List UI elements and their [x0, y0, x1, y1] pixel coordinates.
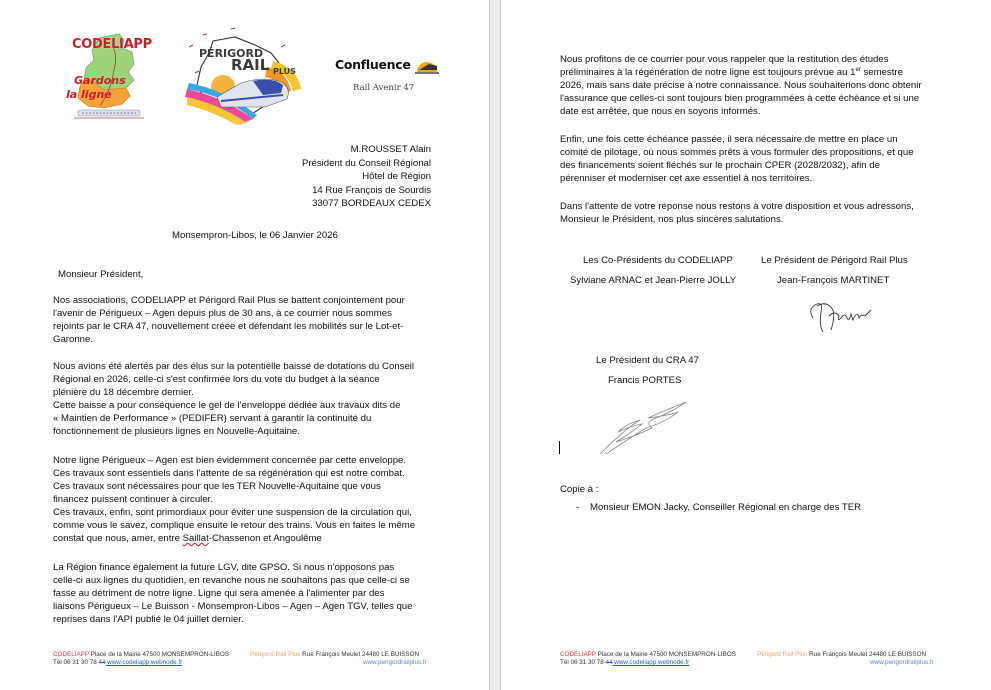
- cra-signatory-title: Le Président du CRA 47: [596, 355, 699, 366]
- recipient-line: 14 Rue François de Sourdis: [312, 184, 431, 196]
- text-line: rejoints par le CRA 47, nouvellement créée et défendant les mobilités sur le Lot-et-: [53, 321, 404, 332]
- paragraph-budget: [53, 360, 414, 438]
- text-line: des financements soient fléchés sur le prochain CPER (2028/2032), afin de: [560, 160, 880, 171]
- superscript: er: [855, 66, 861, 73]
- text-line: reprises dans l'API publié le 04 juillet dernier.: [53, 614, 244, 625]
- footer-prp-address: Rue François Meulet 24480 LE BUISSON: [807, 651, 927, 658]
- footer-codeliapp-site-link[interactable]: www.codeliapp.webnode.fr: [612, 659, 690, 666]
- text-line: [53, 532, 415, 545]
- text-line: l'avenir de Périgueux – Agen depuis plus de 30 ans, à ce courrier nous sommes: [53, 308, 392, 319]
- text-line: Ces travaux, enfin, sont primordiaux pour éviter une suspension de la circulation qui,: [53, 507, 412, 518]
- text-line: Dans l'attente de votre réponse nous restons à votre disposition et vous adressons,: [560, 201, 914, 212]
- paragraph-studies: [560, 53, 922, 118]
- text-line: Ces travaux sont essentiels dans l'attente de sa régénération qui est notre combat.: [53, 468, 405, 479]
- page1-footer-line2: [53, 659, 182, 667]
- cra-signatory-name: Francis PORTES: [608, 375, 682, 386]
- text-line: Nous profitons de ce courrier pour vous rappeler que la restitution des études: [560, 54, 889, 65]
- misspelled-word[interactable]: Saillat: [182, 533, 209, 544]
- footer-strike: 44: [605, 659, 613, 666]
- text-line: fonctionnement de plusieurs lignes en Nouvelle-Aquitaine.: [53, 426, 300, 437]
- document-page-2: [500, 0, 991, 690]
- document-page-1: [0, 0, 490, 690]
- paragraph-associations: [53, 294, 405, 346]
- portes-signature-icon: [596, 398, 696, 458]
- footer-codeliapp-name: CODELIAPP: [560, 651, 596, 658]
- text-line: Enfin, une fois cette échéance passée, il sera nécessaire de mettre en place un: [560, 134, 898, 145]
- copy-bullet: -: [576, 502, 580, 513]
- text-line: fasse au détriment de notre ligne. Ligne qui sera amenée à l'alimenter par des: [53, 588, 385, 599]
- text-fragment: constat que nous, amer, entre: [53, 533, 183, 544]
- text-line: Notre ligne Périgueux – Agen est bien évidemment concernée par cette enveloppe.: [53, 455, 407, 466]
- footer-prp-name: Périgord Rail Plus: [757, 651, 808, 658]
- footer-phone: Tél 06 31 30 78: [53, 659, 99, 666]
- paragraph-lgv: [53, 561, 412, 626]
- confluence-logo-text: Confluence: [335, 57, 411, 72]
- text-line: [560, 66, 922, 79]
- text-line: comité de pilotage, où nous sommes prêts à vous formuler des propositions, et que: [560, 147, 914, 158]
- recipient-line: 33077 BORDEAUX CEDEX: [312, 198, 431, 210]
- text-line: celle-ci aux lignes du quotidien, en revanche nous ne souhaitons pas que celle-ci se: [53, 575, 410, 586]
- text-line: comme vous le savez, complique ensuite le retour des trains. Vous en faites le même: [53, 520, 416, 531]
- perigord-rail-plus-logo: [183, 27, 308, 129]
- text-fragment: préliminaires à la régénération de notre ligne est toujours prévue au 1: [560, 67, 856, 78]
- salutation: Monsieur Président,: [58, 269, 144, 280]
- copy-label: Copie à :: [560, 484, 599, 495]
- recipient-line: Président du Conseil Régional: [301, 157, 431, 169]
- text-line: Ces travaux sont nécessaires pour que les TER Nouvelle-Aquitaine que vous: [53, 481, 381, 492]
- text-line: financez puissent continuer à circuler.: [53, 494, 213, 505]
- train-illustration-icon: [183, 27, 308, 129]
- footer-codeliapp-name: CODELIAPP: [53, 651, 89, 658]
- codeliapp-logo: [64, 30, 159, 122]
- text-line: liaisons Périgueux – Le Buisson - Monsempron-Libos – Agen – Agen TGV, telles que: [53, 601, 413, 612]
- codeliapp-signatory-names: Sylviane ARNAC et Jean-Pierre JOLLY: [570, 275, 737, 286]
- text-line: Régional en 2026, celle-ci s'est confirmée lors du vote du budget à la séance: [53, 374, 380, 385]
- text-line: pérenniser et moderniser cet axe essentiel à nos territoires.: [560, 173, 813, 184]
- prp-logo-line2: RAIL: [231, 56, 270, 74]
- page1-footer-prp: [250, 651, 419, 659]
- text-line: Monsieur le Président, nos plus sincères salutations.: [560, 214, 784, 225]
- codeliapp-slogan-line2: la ligne: [66, 88, 112, 101]
- confluence-subtitle: Rail Avenir 47: [353, 83, 415, 93]
- recipient-line: M.ROUSSET Alain: [350, 144, 431, 155]
- paragraph-steering-committee: [560, 133, 914, 185]
- paragraph-closing: [560, 200, 914, 226]
- codeliapp-signatory-title: Les Co-Présidents du CODELIAPP: [583, 255, 733, 266]
- date-line: Monsempron-Libos, le 06 Janvier 2026: [172, 230, 338, 241]
- text-fragment: semestre: [860, 67, 903, 78]
- footer-prp-site-link[interactable]: www.perigordrailplus.fr: [870, 659, 934, 666]
- page2-footer-line2: [560, 659, 689, 667]
- text-fragment: -Chassenon et Angoulême: [208, 533, 322, 544]
- text-line: Cette baisse a pour conséquence le gel de l'enveloppe dédiée aux travaux dits de: [53, 400, 401, 411]
- text-cursor: [559, 441, 560, 454]
- paragraph-line-concerned: [53, 454, 415, 545]
- text-line: Garonne.: [53, 334, 94, 345]
- prp-logo-line3: PLUS: [273, 67, 296, 76]
- text-line: l'assurance que celles-ci sont toujours bien programmées à cette échéance et si une: [560, 93, 920, 104]
- footer-prp-address: Rue François Meulet 24480 LE BUISSON: [300, 651, 420, 658]
- text-line: Nos associations, CODELIAPP et Périgord Rail Plus se battent conjointement pour: [53, 295, 405, 306]
- page-gap: [490, 0, 500, 690]
- codeliapp-slogan-line1: Gardons: [74, 74, 126, 87]
- footer-prp-site-link[interactable]: www.perigordrailplus.fr: [363, 659, 427, 666]
- prp-signatory-name: Jean-François MARTINET: [777, 275, 890, 286]
- text-line: Nous avions été alertés par des élus sur la potentielle baisse de dotations du Conseil: [53, 361, 415, 372]
- recipient-address: [302, 143, 431, 211]
- footer-codeliapp-address: Place de la Mairie 47500 MONSEMPRON-LIBOS: [88, 651, 229, 658]
- text-line: 2026, mais sans date précise à notre connaissance. Nous souhaiterions donc obtenir: [560, 80, 922, 91]
- footer-prp-name: Périgord Rail Plus: [250, 651, 301, 658]
- prp-logo-line1: PÉRIGORD: [199, 47, 264, 60]
- prp-signatory-title: Le Président de Périgord Rail Plus: [761, 255, 908, 266]
- text-line: « Maintien de Performance » (PEDIFER) servant à garantir la continuité du: [53, 413, 372, 424]
- page2-footer-prp: [757, 651, 926, 659]
- footer-strike: 44: [98, 659, 106, 666]
- footer-phone: Tél 06 31 30 78: [560, 659, 606, 666]
- footer-codeliapp-site-link[interactable]: www.codeliapp.webnode.fr: [105, 659, 183, 666]
- codeliapp-logo-text: CODELIAPP: [72, 37, 152, 52]
- page1-footer-line1: [53, 651, 229, 659]
- text-line: La Région finance également la future LGV, dite GPSO. Si nous n'opposons pas: [53, 562, 395, 573]
- martinet-signature-icon: [805, 296, 875, 336]
- text-line: plénière du 18 décembre dernier.: [53, 387, 194, 398]
- copy-recipient: Monsieur EMON Jacky, Conseiller Régional en charge des TER: [590, 502, 862, 513]
- page2-footer-line1: [560, 651, 736, 659]
- sunset-train-icon: [415, 58, 439, 74]
- recipient-line: Hôtel de Région: [362, 171, 431, 183]
- footer-codeliapp-address: Place de la Mairie 47500 MONSEMPRON-LIBOS: [595, 651, 736, 658]
- confluence-logo: [333, 56, 443, 96]
- text-line: date est arrêtée, que nous en soyons informés.: [560, 106, 761, 117]
